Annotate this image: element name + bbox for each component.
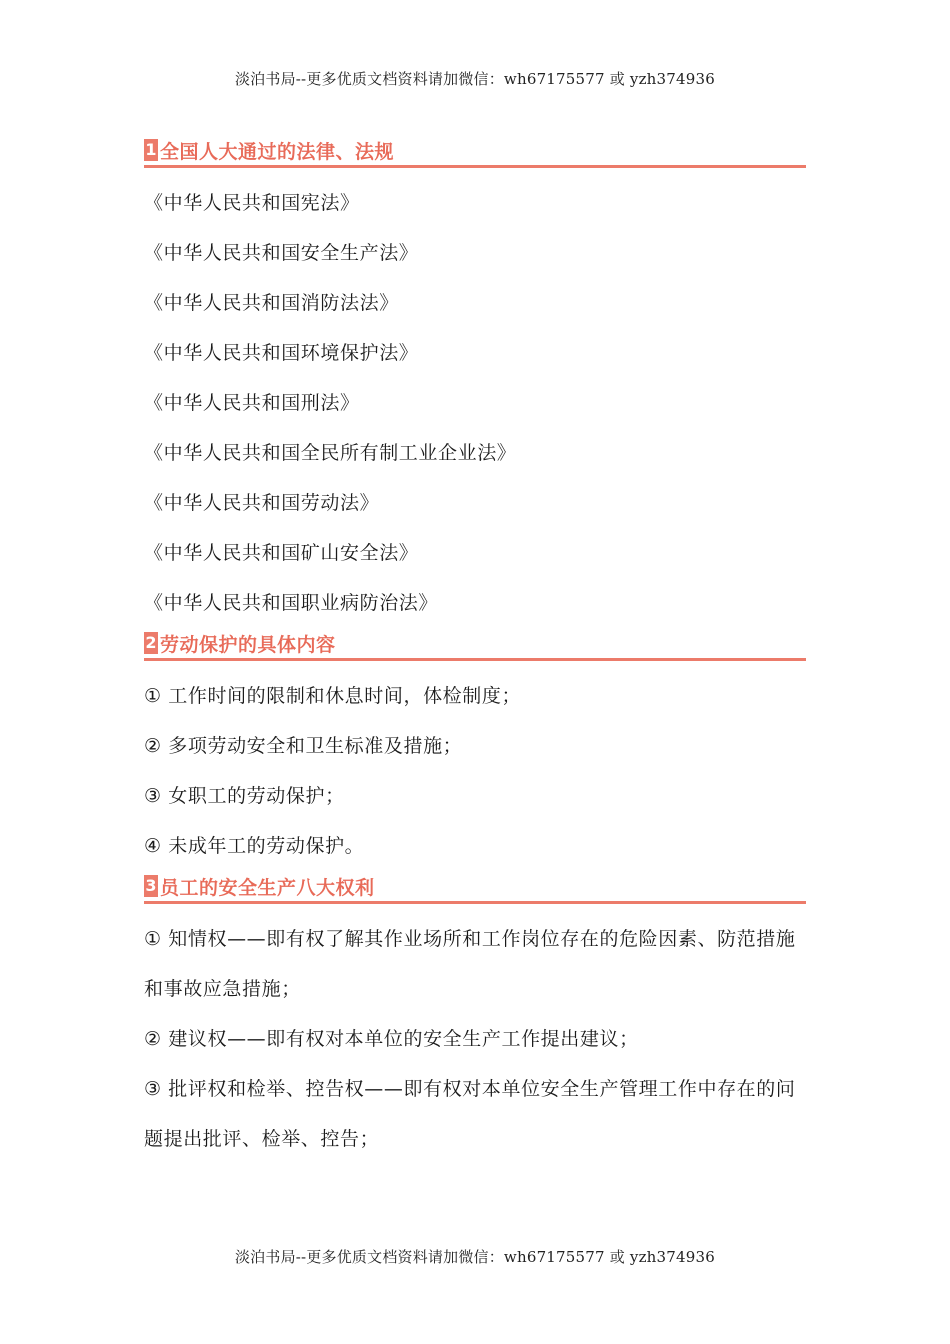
section-title: 员工的安全生产八大权利 [160, 876, 375, 899]
list-item: ③ 批评权和检举、控告权——即有权对本单位安全生产管理工作中存在的问题提出批评、检举、控告； [144, 1078, 796, 1150]
page-footer-watermark: 淡泊书局--更多优质文档资料请加微信：wh67175577 或 yzh374936 [234, 1248, 716, 1266]
list-item: 《中华人民共和国刑法》 [144, 392, 360, 414]
list-item: 《中华人民共和国劳动法》 [144, 492, 380, 514]
list-item: 《中华人民共和国职业病防治法》 [144, 592, 439, 614]
list-item: 《中华人民共和国宪法》 [144, 192, 360, 214]
section-laws [144, 135, 806, 628]
list-item: 《中华人民共和国矿山安全法》 [144, 542, 419, 564]
section-heading [144, 871, 806, 904]
section-title: 劳动保护的具体内容 [160, 633, 336, 656]
list-item: ① 知情权——即有权了解其作业场所和工作岗位存在的危险因素、防范措施和事故应急措施； [144, 928, 796, 1000]
document-body [144, 135, 806, 1164]
list-item: 《中华人民共和国安全生产法》 [144, 242, 419, 264]
list-item: ② 建议权——即有权对本单位的安全生产工作提出建议； [144, 1028, 639, 1050]
section-title: 全国人大通过的法律、法规 [160, 140, 395, 163]
section-number-badge: 2 [145, 633, 157, 652]
section-heading [144, 628, 806, 661]
list-item: 《中华人民共和国全民所有制工业企业法》 [144, 442, 517, 464]
list-item: 《中华人民共和国环境保护法》 [144, 342, 419, 364]
list-item: ① 工作时间的限制和休息时间，体检制度； [144, 685, 522, 707]
section-labor-protection [144, 628, 806, 871]
page-header-watermark: 淡泊书局--更多优质文档资料请加微信：wh67175577 或 yzh374936 [234, 70, 716, 88]
list-item: ③ 女职工的劳动保护； [144, 785, 345, 807]
list-item: 《中华人民共和国消防法法》 [144, 292, 399, 314]
list-item: ② 多项劳动安全和卫生标准及措施； [144, 735, 463, 757]
section-number-badge: 3 [145, 876, 157, 895]
list-item: ④ 未成年工的劳动保护。 [144, 835, 365, 857]
section-number-badge: 1 [145, 140, 157, 159]
section-heading [144, 135, 806, 168]
section-employee-rights [144, 871, 806, 1164]
